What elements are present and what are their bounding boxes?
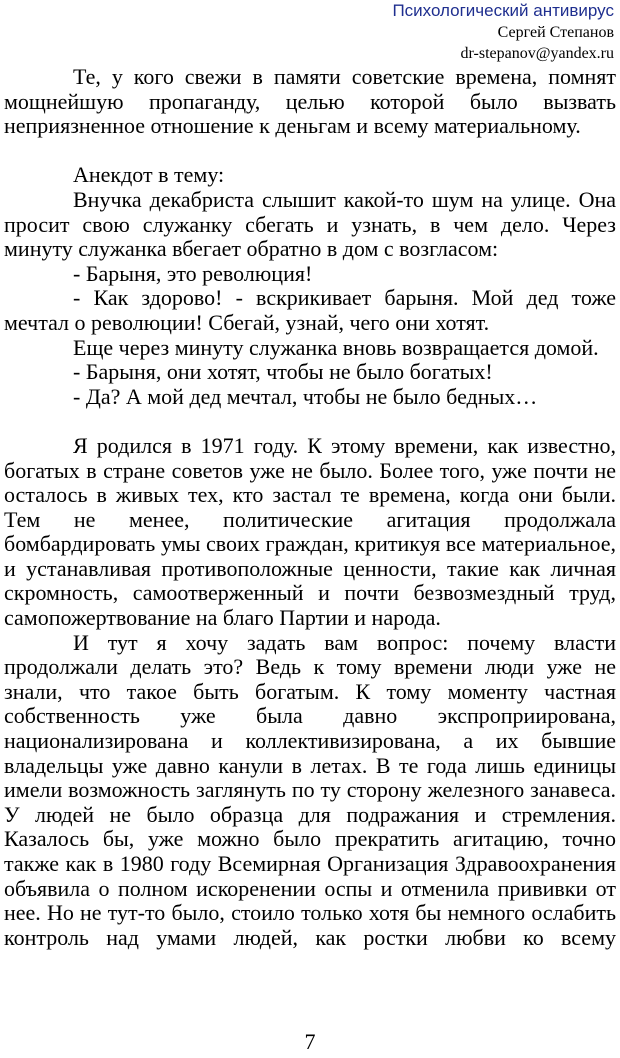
author-name: Сергей Степанов <box>497 24 614 41</box>
paragraph-propaganda: Те, у кого свежи в памяти советские времена, помнят мощнейшую пропаганду, целью которой было вызвать неприязненное отношение к деньгам и всему материальному. <box>4 64 616 139</box>
paragraph-born-1971: Я родился в 1971 году. К этому времени, как известно, богатых в стране советов уже не было. Более того, уже почти не осталось в живых тех, кто застал те времена, когда они были. Тем не менее, политические агитация продолжала бомбардировать умы своих граждан, критикуя все материальное, и устанавливая противоположные ценности, такие как личная скромность, самоотверженный и почти безвозмездный труд, самопожертвование на благо Партии и народа. <box>4 432 616 631</box>
paragraph-dialogue-line: Еще через минуту служанка вновь возвращается домой. <box>73 334 599 360</box>
page-header <box>392 0 614 64</box>
paragraph-anecdote-story: Внучка декабриста слышит какой-то шум на улице. Она просит свою служанку сбегать и узнать, в чем дело. Через минуту служанка вбегает обратно в дом с возгласом: <box>4 186 616 262</box>
paragraph-gap <box>4 409 616 434</box>
author-email: dr-stepanov@yandex.ru <box>460 45 614 62</box>
paragraph-anecdote-intro: Анекдот в тему: <box>73 162 225 188</box>
paragraph-question: И тут я хочу задать вам вопрос: почему власти продолжали делать это? Ведь к тому времени люди уже не знали, что такое быть богатым. К тому моменту частная собственность уже была давно экспроприирована, национализирована и коллективизирована, а их бывшие владельцы уже давно канули в летах. В те года лишь единицы имели возможность заглянуть по ту сторону железного занавеса. У людей не было образца для подражания и стремления. Казалось бы, уже можно было прекратить агитацию, точно также как в 1980 году Всемирная Организация Здравоохранения объявила о полном искоренении оспы и отменила прививки от нее. Но не тут-то было, стоило только хотя бы немного ослабить контроль над умами людей, как ростки любви ко всему <box>4 629 616 950</box>
paragraph-dialogue-line: - Барыня, это революция! <box>73 260 313 286</box>
paragraph-dialogue-line: - Как здорово! - вскрикивает барыня. Мой дед тоже мечтал о революции! Сбегай, узнай, чего они хотят. <box>4 285 616 335</box>
page-body <box>4 65 616 950</box>
page-number: 7 <box>304 1029 316 1054</box>
book-title: Психологический антивирус <box>392 1 614 20</box>
paragraph-gap <box>4 139 616 164</box>
paragraph-dialogue-line: - Да? А мой дед мечтал, чтобы не было бедных… <box>73 383 538 409</box>
paragraph-dialogue-line: - Барыня, они хотят, чтобы не было богатых! <box>73 359 493 385</box>
